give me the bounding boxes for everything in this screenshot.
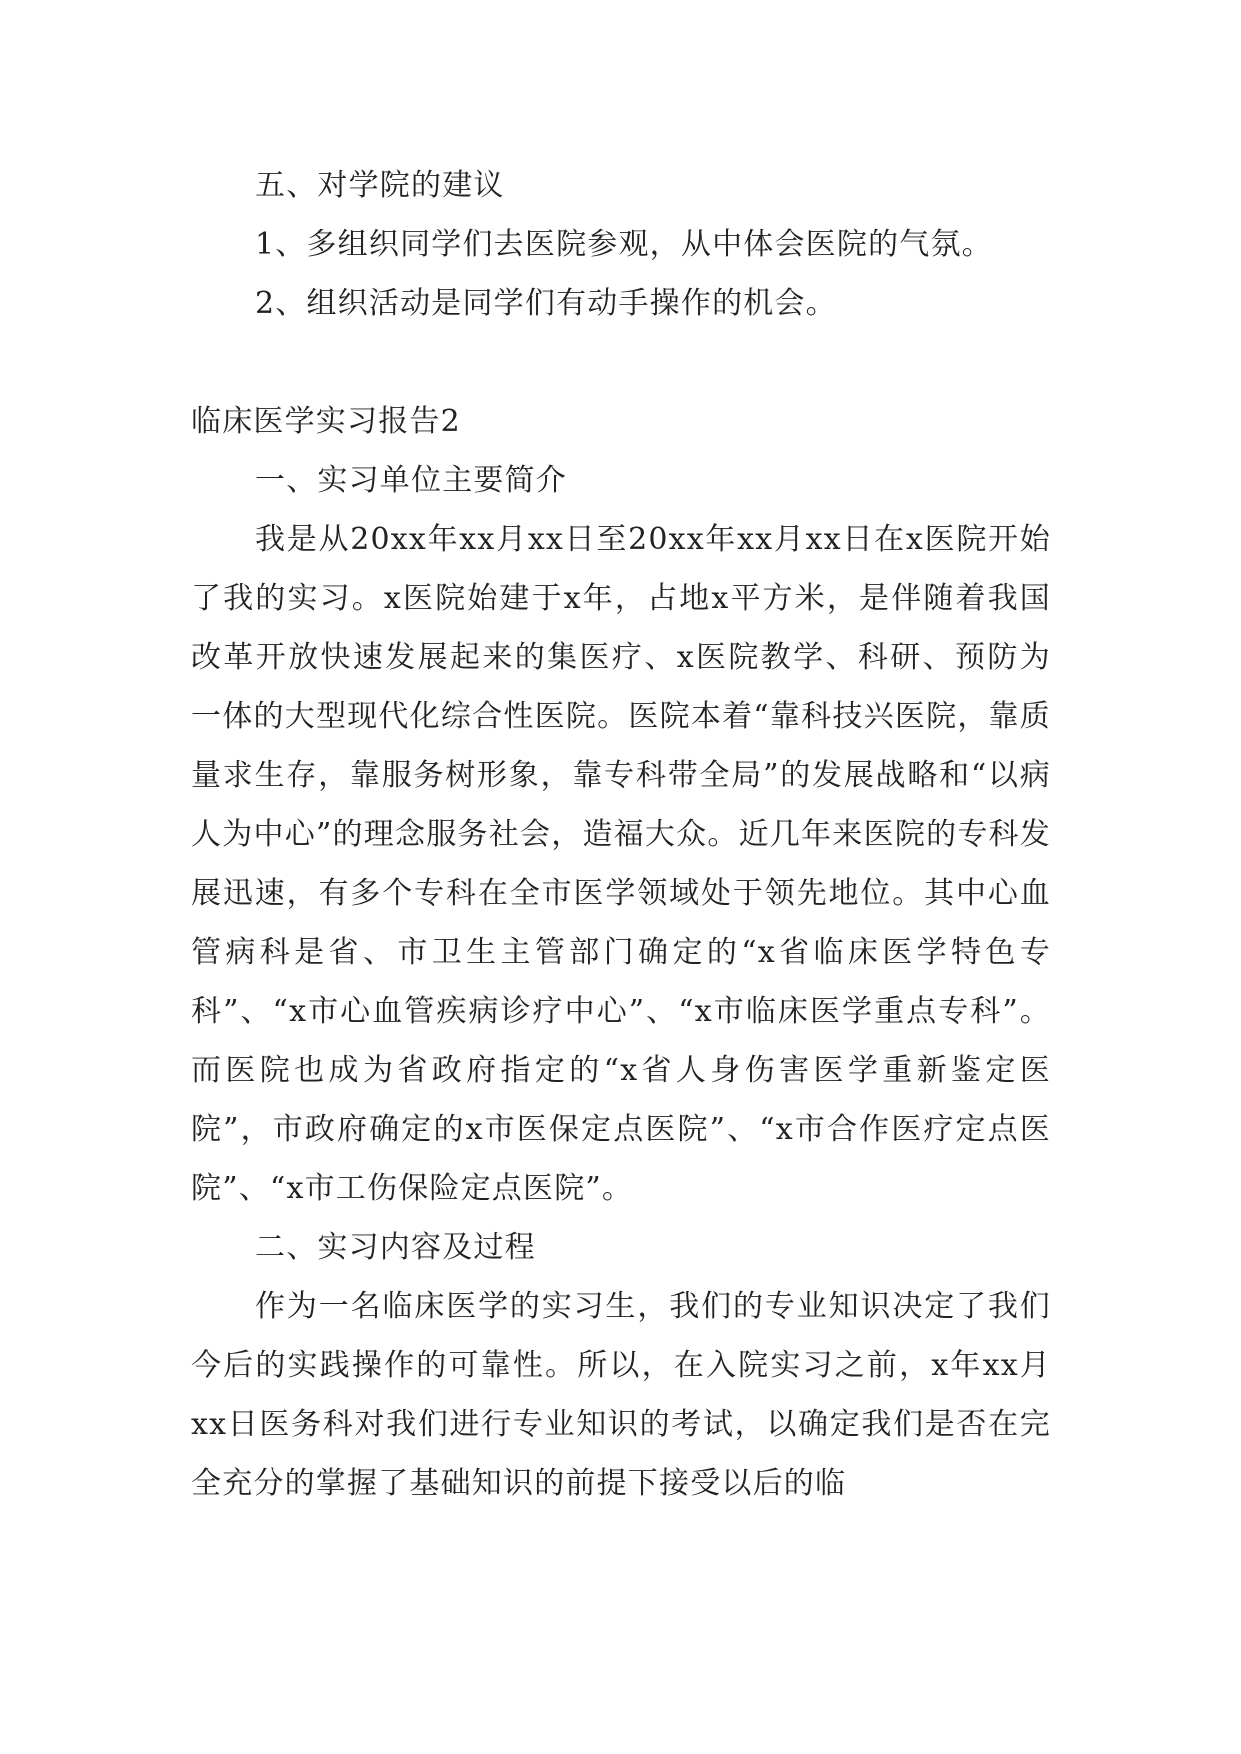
section-heading-content-process: 二、实习内容及过程 (255, 1230, 536, 1265)
section-heading-suggestions: 五、对学院的建议 (255, 168, 505, 203)
blank-line (191, 333, 1051, 392)
paragraph-content-process: 作为一名临床医学的实习生，我们的专业知识决定了我们今后的实践操作的可靠性。所以，在入院实习之前，x年xx月xx日医务科对我们进行专业知识的考试，以确定我们是否在完全充分的掌握了基础知识的前提下接受以后的临 (191, 1289, 1051, 1501)
suggestion-item-1: 1、多组织同学们去医院参观，从中体会医院的气氛。 (255, 227, 993, 262)
document-content (191, 156, 1051, 1513)
suggestion-item-2: 2、组织活动是同学们有动手操作的机会。 (255, 286, 837, 321)
section-heading-unit-intro: 一、实习单位主要简介 (255, 463, 567, 498)
report-title: 临床医学实习报告2 (191, 404, 461, 439)
paragraph-unit-intro: 我是从20xx年xx月xx日至20xx年xx月xx日在x医院开始了我的实习。x医院始建于x年，占地x平方米，是伴随着我国改革开放快速发展起来的集医疗、x医院教学、科研、预防为一体的大型现代化综合性医院。医院本着“靠科技兴医院，靠质量求生存，靠服务树形象，靠专科带全局”的发展战略和“以病人为中心”的理念服务社会，造福大众。近几年来医院的专科发展迅速，有多个专科在全市医学领域处于领先地位。其中心血管病科是省、市卫生主管部门确定的“x省临床医学特色专科”、“x市心血管疾病诊疗中心”、“x市临床医学重点专科”。而医院也成为省政府指定的“x省人身伤害医学重新鉴定医院”，市政府确定的x市医保定点医院”、“x市合作医疗定点医院”、“x市工伤保险定点医院”。 (191, 522, 1051, 1206)
